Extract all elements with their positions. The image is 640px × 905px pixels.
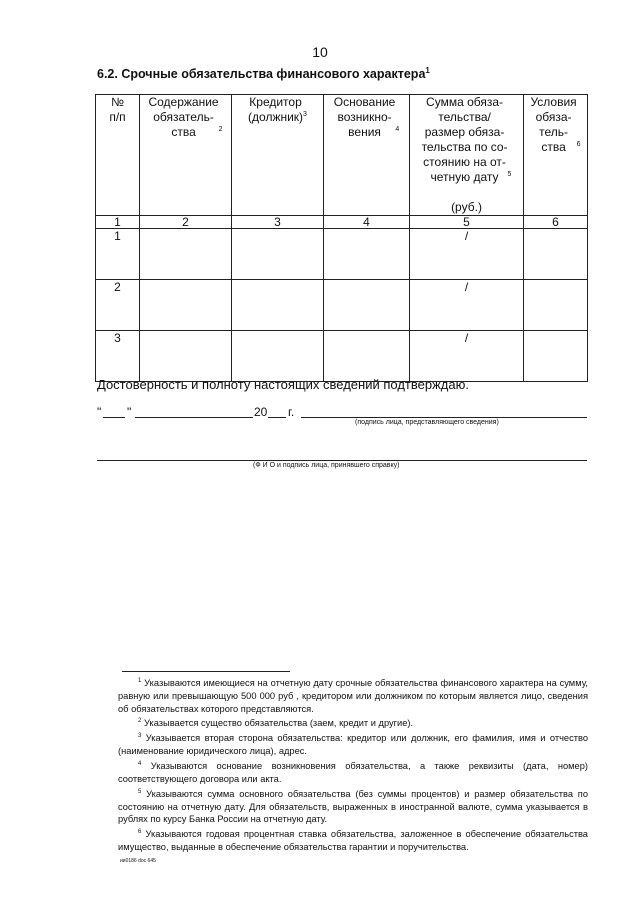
conditions-cell[interactable] [524,229,588,280]
column-number: 1 [96,216,140,229]
content-cell[interactable] [140,229,232,280]
column-number-row [96,216,588,229]
table-row [96,280,588,331]
fio-signature-line[interactable] [97,460,587,461]
header-basis: Основание возникно- вения $^4$ [324,95,410,216]
basis-cell[interactable] [324,280,410,331]
page-number: 10 [312,44,328,60]
creditor-cell[interactable] [232,331,324,382]
header-content: Содержание обязатель- ства $^2$ [140,95,232,216]
basis-cell[interactable] [324,229,410,280]
footnotes [118,675,588,854]
column-number: 4 [324,216,410,229]
basis-cell[interactable] [324,331,410,382]
day-field[interactable] [103,405,125,418]
footnote: $^1$ Указываются имеющиеся на отчетную дату срочные обязательства финансового характера на сумму, равную или превышающую 500 000 руб , кредитором или должником по которым является лицо, сведения об обязательствах которого представляются. [118,678,588,714]
footnote: $^3$ Указывается вторая сторона обязательства: кредитор или должник, его фамилия, имя и отчество (наименование юридического лица), адрес. [118,733,588,757]
column-number: 3 [232,216,324,229]
signature-field[interactable] [301,405,587,418]
footnote: $^4$ Указываются основание возникновения обязательства, а также реквизиты (дата, номер) соответствующего договора или акта. [118,761,588,784]
footnote: $^5$ Указываются сумма основного обязательства (без суммы процентов) и размер обязательства по состоянию на отчетную дату. Для обязательств, выраженных в иностранной валюте, сумма указывается в рублях по курсу Банка России на отчетную дату. [118,788,589,825]
header-number: № п/п [96,95,140,216]
conditions-cell[interactable] [524,280,588,331]
header-creditor: Кредитор (должник)$^3$ [232,95,324,216]
conditions-cell[interactable] [524,331,588,382]
fio-caption: (Ф И О и подпись лица, принявшего справку) [253,462,400,469]
signature-caption: (подпись лица, представляющего сведения) [355,419,499,426]
row-number: 3 [96,331,140,382]
amount-cell[interactable]: / [410,229,524,280]
row-number: 1 [96,229,140,280]
quote-open: " [97,405,102,419]
year-field[interactable] [268,405,286,418]
obligations-table [95,94,588,382]
row-number: 2 [96,280,140,331]
footnote: $^2$ Указывается существо обязательства (заем, кредит и другие). [138,718,414,729]
section-title [97,66,430,81]
year-prefix: 20 [254,405,268,419]
column-number: 5 [410,216,524,229]
footnote: $^6$ Указываются годовая процентная ставка обязательства, заложенное в обеспечение обязательства имущество, выданные в обеспечение обязательства гарантии и поручительства. [118,829,588,853]
content-cell[interactable] [140,280,232,331]
date-signature-line [97,405,587,421]
header-conditions: Условия обяза- тель- ства $^6$ [524,95,588,216]
column-number: 6 [524,216,588,229]
table-row [96,229,588,280]
table-header-row [96,95,588,216]
footnote-divider [122,671,290,672]
confirmation-text: Достоверность и полноту настоящих сведений подтверждаю. [97,377,469,392]
header-amount: Сумма обяза- тельства/ размер обяза- тельства по со- стоянию на от- четную дату $^5$ (руб.) [410,95,524,216]
creditor-cell[interactable] [232,280,324,331]
section-title-footnote-ref: 1 [425,66,430,75]
quote-close: " [127,405,132,419]
document-code: ии0186 doc 645 [120,858,156,864]
year-suffix: г. [288,405,295,419]
month-field[interactable] [135,405,253,418]
creditor-cell[interactable] [232,229,324,280]
table-row [96,331,588,382]
column-number: 2 [140,216,232,229]
content-cell[interactable] [140,331,232,382]
section-title-text: 6.2. Срочные обязательства финансового характера [97,67,426,82]
amount-cell[interactable]: / [410,331,524,382]
amount-cell[interactable]: / [410,280,524,331]
